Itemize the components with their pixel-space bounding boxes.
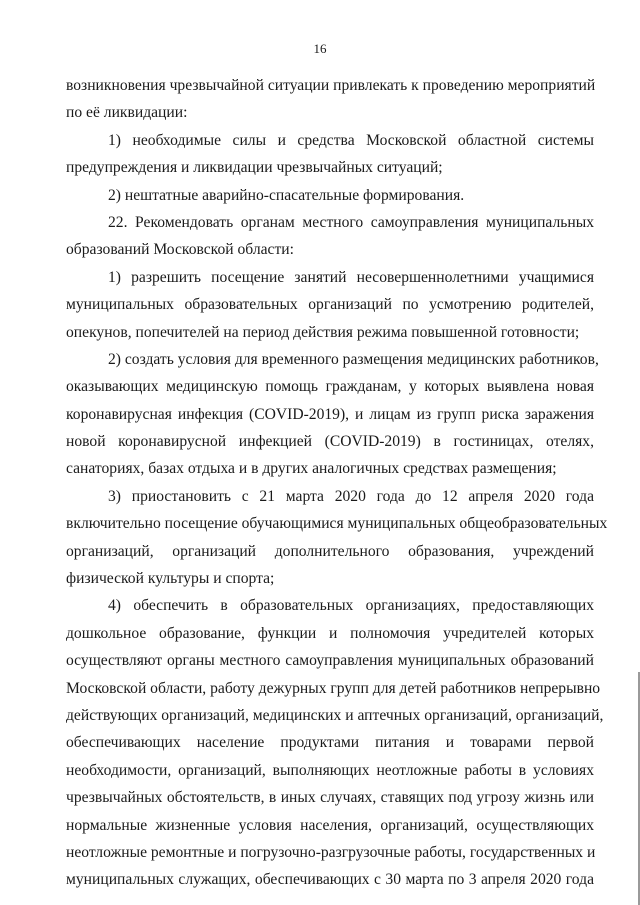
text-line: необходимости, организаций, выполняющих неотложные работы в условиях bbox=[66, 761, 594, 779]
text-line: 1) разрешить посещение занятий несовершеннолетними учащимися bbox=[108, 268, 594, 286]
text-line: 2) нештатные аварийно-спасательные формирования. bbox=[108, 186, 465, 204]
text-line: чрезвычайных обстоятельств, в иных случаях, ставящих под угрозу жизнь или bbox=[66, 789, 594, 807]
text-line: организаций, организаций дополнительного образования, учреждений bbox=[66, 542, 594, 560]
text-line: физической культуры и спорта; bbox=[66, 570, 275, 588]
text-line: новой коронавирусной инфекцией (COVID-2019) в гостиницах, отелях, bbox=[66, 433, 594, 451]
text-line: действующих организаций, медицинских и аптечных организаций, организаций, bbox=[66, 706, 604, 724]
text-line: санаториях, базах отдыха и в других аналогичных средствах размещения; bbox=[66, 460, 557, 478]
text-line: обеспечивающих население продуктами питания и товарами первой bbox=[66, 734, 594, 752]
text-line: 22. Рекомендовать органам местного самоуправления муниципальных bbox=[108, 213, 594, 231]
text-line: 2) создать условия для временного размещения медицинских работников, bbox=[108, 350, 599, 368]
text-line: 4) обеспечить в образовательных организациях, предоставляющих bbox=[108, 597, 594, 615]
text-line: коронавирусная инфекция (COVID-2019), и лицам из групп риска заражения bbox=[66, 405, 594, 423]
text-line: по её ликвидации: bbox=[66, 104, 188, 122]
text-line: Московской области, работу дежурных групп для детей работников непрерывно bbox=[66, 679, 601, 697]
text-line: осуществляют органы местного самоуправления муниципальных образований bbox=[66, 652, 594, 670]
page-number: 16 bbox=[313, 41, 327, 56]
text-line: нормальные жизненные условия населения, организаций, осуществляющих bbox=[66, 816, 594, 834]
text-line: 3) приостановить с 21 марта 2020 года до 12 апреля 2020 года bbox=[108, 487, 594, 505]
text-line: 1) необходимые силы и средства Московской областной системы bbox=[108, 131, 594, 149]
text-line: образований Московской области: bbox=[66, 241, 294, 259]
text-line: опекунов, попечителей на период действия режима повышенной готовности; bbox=[66, 323, 580, 341]
text-line: муниципальных служащих, обеспечивающих с 30 марта по 3 апреля 2020 года bbox=[66, 871, 594, 889]
text-line: предупреждения и ликвидации чрезвычайных ситуаций; bbox=[66, 159, 443, 177]
text-line: оказывающих медицинскую помощь гражданам, у которых выявлена новая bbox=[66, 378, 594, 396]
text-line: включительно посещение обучающимися муниципальных общеобразовательных bbox=[66, 515, 608, 533]
text-line: неотложные ремонтные и погрузочно-разгрузочные работы, государственных и bbox=[66, 843, 596, 861]
document-body bbox=[66, 72, 608, 894]
text-line: муниципальных образовательных организаций по усмотрению родителей, bbox=[66, 296, 594, 314]
text-line: возникновения чрезвычайной ситуации привлекать к проведению мероприятий bbox=[66, 77, 596, 94]
text-line: дошкольное образование, функции и полномочия учредителей которых bbox=[66, 624, 594, 642]
